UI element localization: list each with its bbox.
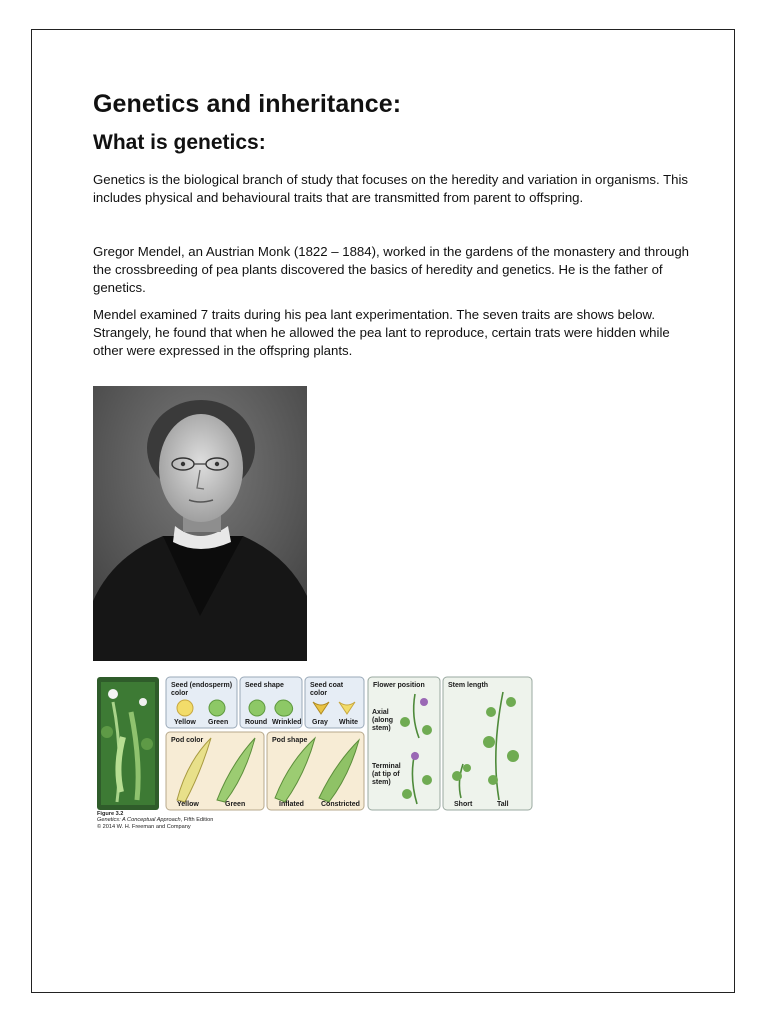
paragraph-definition: Genetics is the biological branch of study that focuses on the heredity and variation in organisms. This includes physical and behavioural traits that are transmitted from parent to offspring. [93, 172, 688, 205]
mendel-portrait-image [93, 386, 307, 661]
stem-length-tall-label: Tall [497, 801, 509, 808]
seed-coat-panel [305, 677, 364, 728]
flower-terminal-label-1: Terminal [372, 763, 401, 770]
stem-length-panel [443, 677, 532, 810]
flower-axial-label-1: Axial [372, 709, 389, 716]
figure-number: Figure 3.2 [97, 811, 124, 817]
figure-book-title: Genetics: A Conceptual Approach [97, 817, 181, 824]
flower-axial-label-3: stem) [372, 725, 391, 732]
figure-source [97, 817, 213, 823]
seed-color-panel [166, 677, 237, 728]
pod-shape-constricted-label: Constricted [321, 801, 360, 808]
flower-position-panel [368, 677, 440, 810]
paragraph-traits: Mendel examined 7 traits during his pea lant experimentation. The seven traits are shows below. Strangely, he found that when he allowed the pea lant to reproduce, certain trats were hidden while other were expressed in the offspring plants. [93, 307, 670, 358]
stem-length-short-label: Short [454, 801, 473, 808]
seed-coat-white-label: White [339, 719, 359, 726]
document-body [93, 86, 693, 360]
seed-shape-panel [240, 677, 302, 728]
seed-shape-title: Seed shape [245, 682, 284, 689]
section-heading: What is genetics: [93, 131, 266, 154]
figure-edition: , Fifth Edition [180, 817, 214, 824]
pod-color-green-label: Green [225, 801, 246, 808]
stem-length-title: Stem length [448, 682, 489, 689]
flower-axial-label-2: (along [372, 717, 393, 724]
flower-terminal-label-3: stem) [372, 779, 391, 786]
seed-color-title-1: Seed (endosperm) [171, 682, 233, 689]
seed-shape-wrinkled-label: Wrinkled [272, 719, 302, 726]
seed-coat-gray-label: Gray [312, 719, 328, 726]
flower-terminal-label-2: (at tip of [372, 771, 400, 778]
pod-shape-panel [267, 732, 364, 810]
pod-shape-title: Pod shape [272, 737, 308, 744]
paragraph-mendel: Gregor Mendel, an Austrian Monk (1822 – 1884), worked in the gardens of the monastery and through the crossbreeding of pea plants discovered the basics of heredity and genetics. He is the father of genetics. [93, 244, 689, 295]
seed-color-yellow-label: Yellow [174, 719, 196, 726]
seed-shape-round-label: Round [245, 719, 268, 726]
figure-copyright: © 2014 W. H. Freeman and Company [97, 823, 191, 830]
flower-position-title: Flower position [373, 682, 425, 689]
seed-color-title-2: color [171, 690, 189, 697]
seed-color-green-label: Green [208, 719, 229, 726]
pea-plant-photo [97, 677, 159, 810]
pod-color-panel [166, 732, 264, 810]
figure-caption [97, 811, 213, 830]
pod-color-title: Pod color [171, 737, 204, 744]
pod-color-yellow-label: Yellow [177, 801, 199, 808]
pea-traits-figure [93, 672, 538, 840]
seed-coat-title-2: color [310, 690, 328, 697]
pod-shape-inflated-label: Inflated [279, 801, 304, 808]
page-title: Genetics and inheritance: [93, 90, 402, 118]
seed-coat-title-1: Seed coat [310, 682, 344, 689]
